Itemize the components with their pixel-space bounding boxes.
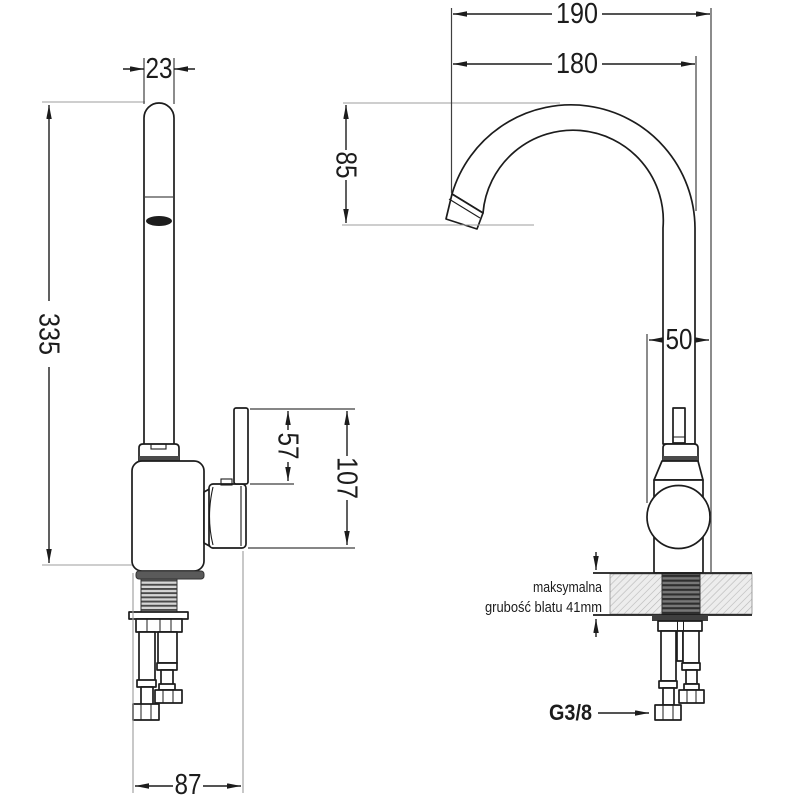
side-view bbox=[446, 105, 752, 720]
hose-tube bbox=[661, 631, 676, 681]
countertop-note-line1: maksymalna bbox=[533, 580, 603, 596]
dim-base-width-label: 87 bbox=[174, 769, 202, 800]
mounting-nut bbox=[136, 619, 182, 632]
front-view bbox=[129, 103, 248, 720]
hose-joint bbox=[682, 663, 700, 670]
handle-lever-side bbox=[673, 408, 685, 443]
hose-tube bbox=[161, 670, 173, 685]
mounting-flange bbox=[129, 612, 188, 619]
hose-nut bbox=[655, 705, 681, 720]
hose-nut bbox=[155, 690, 182, 703]
dim-reach-spout-label: 180 bbox=[556, 48, 598, 80]
aerator-outlet bbox=[146, 216, 172, 226]
gooseneck-spout bbox=[452, 105, 695, 444]
hose-tube bbox=[686, 670, 697, 684]
dim-reach-total-label: 190 bbox=[556, 0, 598, 30]
connection-thread-label: G3/8 bbox=[549, 700, 592, 725]
dim-spout-width-label: 23 bbox=[145, 53, 173, 85]
dim-spout-height-label: 85 bbox=[329, 151, 362, 184]
hose-joint bbox=[659, 681, 677, 688]
handle-lever bbox=[234, 408, 248, 484]
supply-hose-right bbox=[155, 632, 182, 703]
dim-head-height-label: 107 bbox=[330, 457, 363, 506]
countertop-note-line2: grubość blatu 41mm bbox=[485, 600, 602, 616]
base-gasket bbox=[136, 571, 204, 579]
hose-joint bbox=[157, 663, 177, 670]
hose-joint bbox=[684, 684, 699, 690]
spout-tube bbox=[144, 103, 174, 445]
body-knob bbox=[647, 486, 710, 549]
threaded-shank bbox=[141, 579, 177, 613]
body-flare bbox=[654, 461, 703, 480]
dim-lever-height-label: 57 bbox=[271, 432, 304, 465]
hose-joint bbox=[159, 684, 175, 690]
mounting-flange-side bbox=[652, 615, 708, 621]
supply-hose-right-side bbox=[679, 631, 704, 703]
hose-joint bbox=[137, 680, 156, 687]
shank-through-countertop bbox=[662, 574, 700, 614]
supply-hose-left bbox=[133, 632, 159, 720]
hose-tube bbox=[141, 687, 153, 705]
mounting-stud bbox=[677, 631, 683, 661]
hose-nut bbox=[133, 704, 159, 720]
hose-tube bbox=[663, 688, 674, 705]
faucet-body bbox=[132, 461, 204, 571]
hose-tube bbox=[139, 632, 155, 681]
mounting-nut-side bbox=[658, 621, 702, 631]
dim-body-diameter-label: 50 bbox=[665, 324, 693, 356]
hose-nut bbox=[679, 690, 704, 703]
hose-tube bbox=[158, 632, 177, 663]
dim-total-height-label: 335 bbox=[32, 313, 65, 362]
hose-tube bbox=[683, 631, 699, 663]
